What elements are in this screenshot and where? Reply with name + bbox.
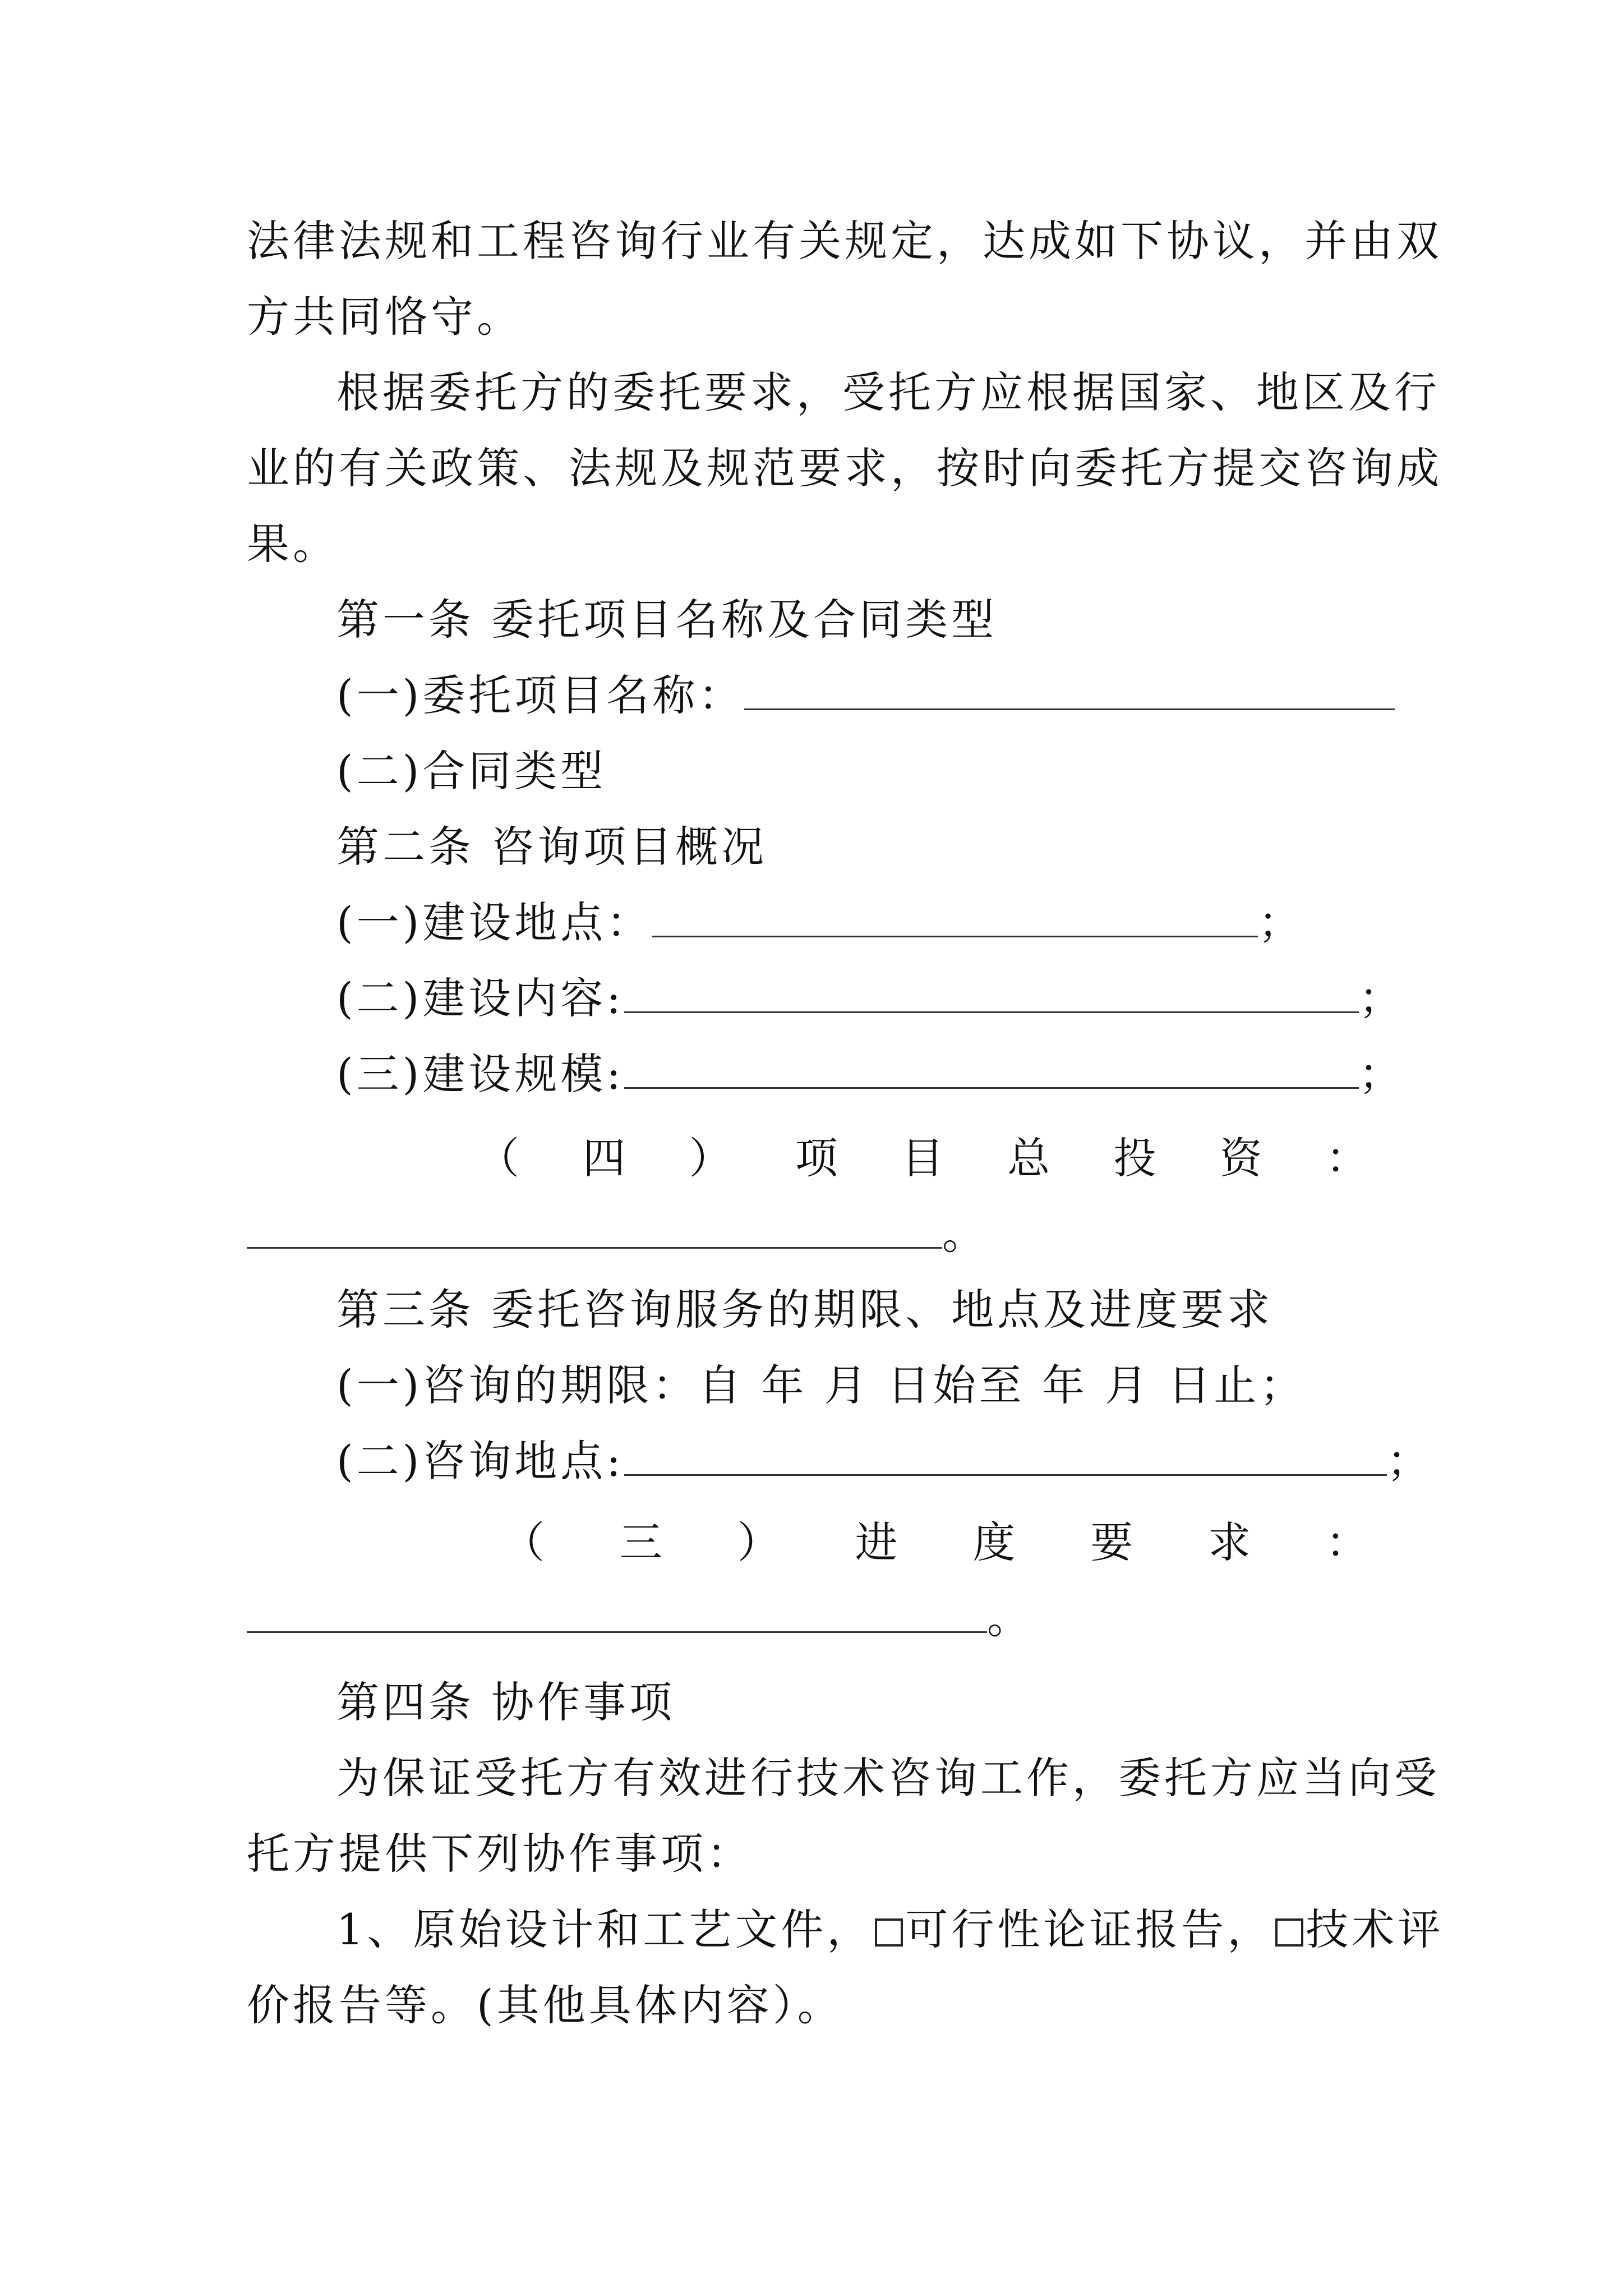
paragraph-line: 法律法规和工程咨询行业有关规定，达成如下协议，并由双 bbox=[247, 216, 1442, 266]
spread-char: 资 bbox=[1219, 1133, 1262, 1183]
field-label: (三)建设规模: bbox=[336, 1049, 624, 1099]
spread-char: 总 bbox=[1007, 1133, 1050, 1183]
consulting-location-blank[interactable] bbox=[624, 1439, 1387, 1476]
article-2-item-2 bbox=[336, 970, 1475, 1027]
paragraph-line: 根据委托方的委托要求，受托方应根据国家、地区及行 bbox=[336, 367, 1440, 417]
spread-char: 投 bbox=[1113, 1133, 1156, 1183]
field-end: ； bbox=[1386, 1436, 1433, 1486]
item-text: 可行性论证报告， bbox=[905, 1904, 1274, 1954]
paragraph-line: 方共同恪守。 bbox=[247, 292, 523, 342]
spread-char: 求 bbox=[1208, 1517, 1251, 1567]
spread-char: 四 bbox=[583, 1133, 626, 1183]
construction-content-blank[interactable] bbox=[624, 977, 1359, 1013]
spread-char: ） bbox=[737, 1517, 780, 1567]
total-investment-blank[interactable] bbox=[247, 1212, 942, 1249]
article-3-item-3 bbox=[502, 1515, 1368, 1571]
spread-char: （ bbox=[502, 1517, 545, 1567]
construction-scale-blank[interactable] bbox=[624, 1052, 1359, 1089]
article-4-item-1 bbox=[336, 1902, 1475, 1958]
spread-char: 三 bbox=[619, 1517, 662, 1567]
spread-char: （ bbox=[477, 1133, 519, 1183]
field-end: ； bbox=[1358, 973, 1405, 1023]
field-label: (二)咨询地点: bbox=[336, 1436, 624, 1486]
paragraph-line: 业的有关政策、法规及规范要求，按时向委托方提交咨询成 bbox=[247, 443, 1442, 493]
article-2-title: 第二条 咨询项目概况 bbox=[336, 822, 768, 872]
spread-char: 要 bbox=[1090, 1517, 1133, 1567]
construction-site-blank[interactable] bbox=[652, 901, 1258, 937]
field-end: ； bbox=[1358, 1049, 1405, 1099]
paragraph-line: 果。 bbox=[247, 519, 339, 569]
spread-char: 度 bbox=[972, 1517, 1016, 1567]
total-investment-line bbox=[247, 1206, 1385, 1262]
article-4-title: 第四条 协作事项 bbox=[336, 1677, 676, 1727]
field-end: 。 bbox=[942, 1209, 988, 1259]
article-2-item-1 bbox=[336, 895, 1475, 951]
spread-char: 进 bbox=[855, 1517, 898, 1567]
paragraph-line: 为保证受托方有效进行技术咨询工作，委托方应当向受 bbox=[336, 1753, 1440, 1803]
article-1-title: 第一条 委托项目名称及合同类型 bbox=[336, 595, 998, 645]
field-end: 。 bbox=[987, 1593, 1033, 1643]
item-text: 1、原始设计和工艺文件， bbox=[336, 1904, 873, 1954]
article-3-item-1: (一)咨询的期限：自 年 月 日始至 年 月 日止； bbox=[336, 1360, 1306, 1410]
progress-requirement-blank[interactable] bbox=[247, 1596, 987, 1633]
technical-evaluation-checkbox[interactable] bbox=[1275, 1918, 1303, 1947]
article-2-item-3 bbox=[336, 1046, 1475, 1102]
paragraph-line: 价报告等。(其他具体内容）。 bbox=[247, 1980, 843, 2030]
field-label: (二)建设内容: bbox=[336, 973, 624, 1023]
article-2-item-4 bbox=[477, 1130, 1368, 1186]
feasibility-report-checkbox[interactable] bbox=[875, 1918, 903, 1947]
item-text: 技术评 bbox=[1306, 1904, 1444, 1954]
spread-char: 项 bbox=[795, 1133, 838, 1183]
field-label: (一)建设地点： bbox=[336, 898, 653, 947]
spread-char: ） bbox=[689, 1133, 732, 1183]
field-end: ； bbox=[1258, 898, 1304, 947]
article-1-item-1 bbox=[336, 668, 1475, 724]
paragraph-line: 托方提供下列协作事项： bbox=[247, 1829, 753, 1879]
project-name-blank[interactable] bbox=[744, 674, 1395, 710]
spread-char: 目 bbox=[901, 1133, 944, 1183]
article-3-item-2 bbox=[336, 1433, 1475, 1489]
article-1-item-2: (二)合同类型 bbox=[336, 746, 607, 796]
field-label: (一)委托项目名称： bbox=[336, 670, 745, 720]
spread-char: ： bbox=[1325, 1517, 1368, 1567]
article-3-title: 第三条 委托咨询服务的期限、地点及进度要求 bbox=[336, 1285, 1274, 1335]
spread-char: ： bbox=[1326, 1133, 1368, 1183]
progress-requirement-line bbox=[247, 1590, 1385, 1646]
